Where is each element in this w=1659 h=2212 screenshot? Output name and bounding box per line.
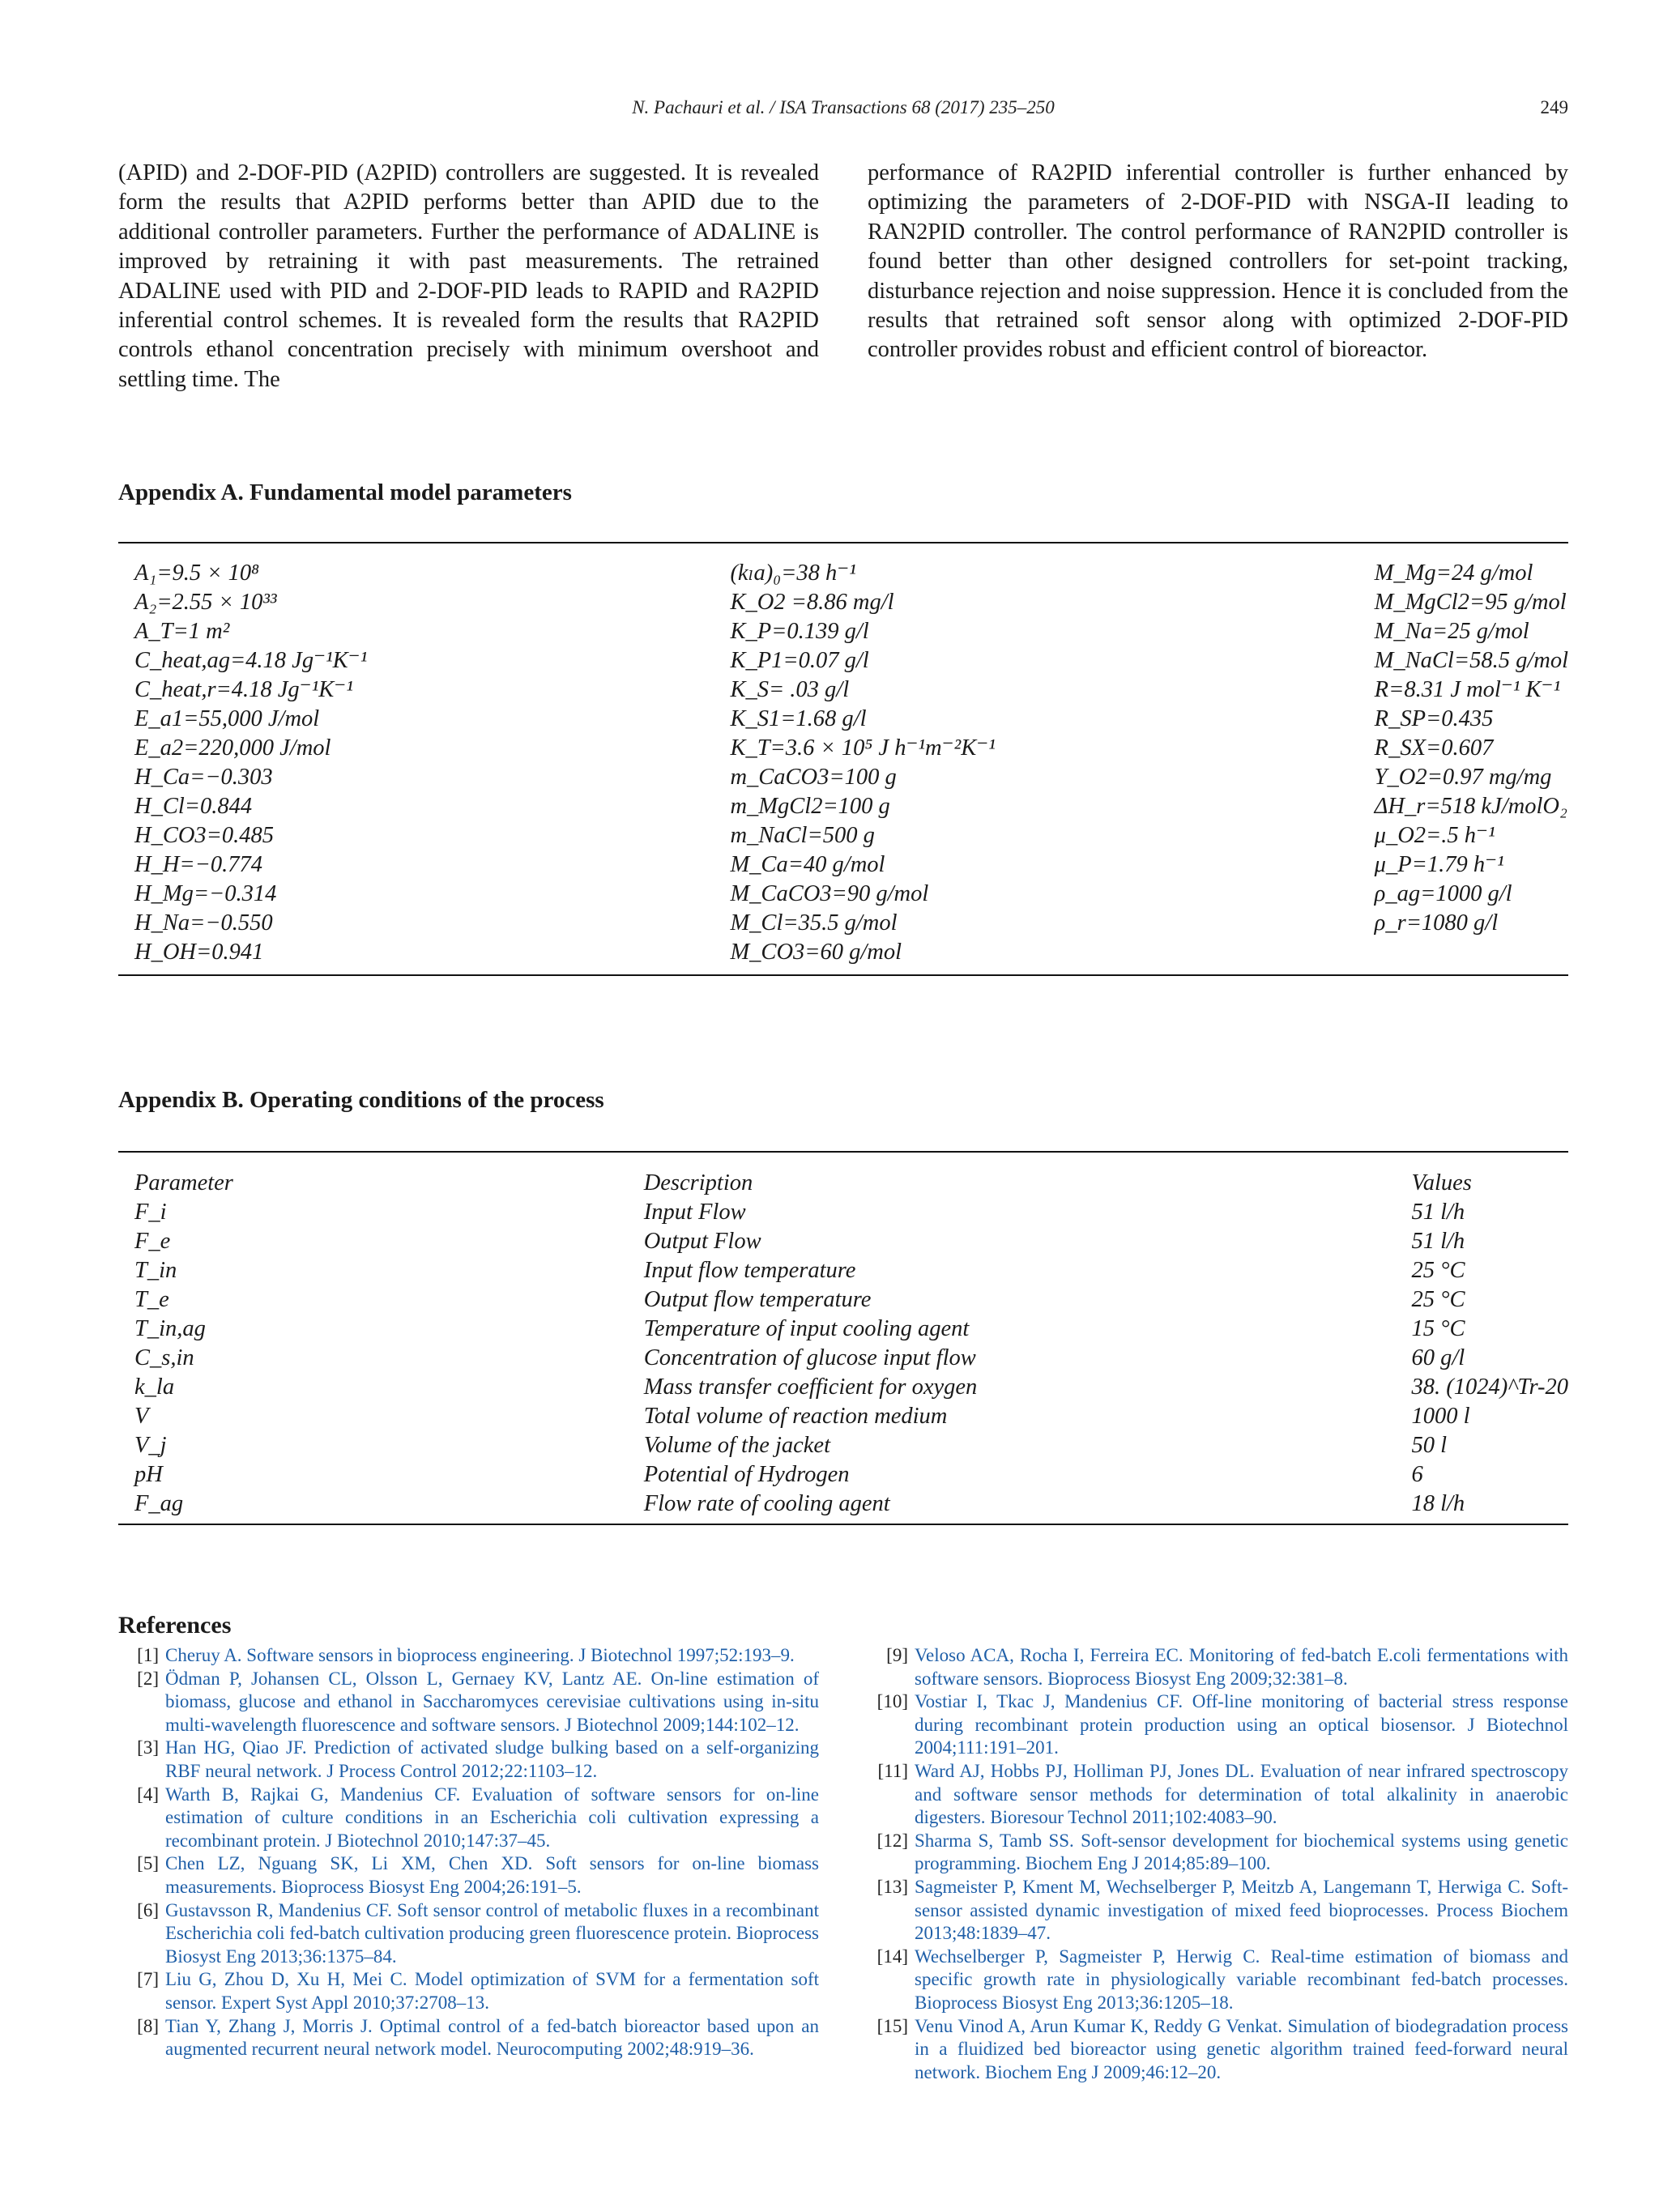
references-left-column [118,1644,819,2061]
appendix-b-cell: V_j [134,1433,167,1458]
appendix-a-row [118,705,1568,734]
appendix-b-row [118,1315,1568,1344]
appendix-a-cell: M_MgCl2=95 g/mol [1374,590,1567,615]
appendix-b-cell: C_s,in [134,1345,194,1370]
text-column-left [118,159,819,394]
reference-number: [7] [137,1969,159,1990]
appendix-b-cell: F_i [134,1200,167,1225]
reference-number: [12] [876,1830,908,1851]
text-column-right [868,159,1568,365]
reference-item [868,1760,1568,1830]
appendix-b-row [118,1256,1568,1285]
references-title: References [118,1612,232,1639]
appendix-b-cell: 1000 l [1411,1404,1470,1429]
reference-number: [8] [137,2015,159,2036]
appendix-a-cell: H_H=−0.774 [134,852,263,877]
reference-item [868,1946,1568,2015]
reference-link[interactable]: Veloso ACA, Rocha I, Ferreira EC. Monitoring of fed-batch E.coli fermentations with software sensors. Bioprocess Biosyst Eng 2009;32:381–8. [915,1645,1568,1689]
reference-number: [1] [137,1645,159,1665]
appendix-a-cell: m_MgCl2=100 g [730,794,890,819]
reference-link[interactable]: Ödman P, Johansen CL, Olsson L, Gernaey KV, Lantz AE. On-line estimation of biomass, glucose and ethanol in Saccharomyces cerevisiae cultivations using in-situ multi-wavelength fluorescence and software sensors. J Biotechnol 2009;144:102–12. [165,1668,819,1735]
paragraph-left: (APID) and 2-DOF-PID (A2PID) controllers are suggested. It is revealed form the results that A2PID performs better than APID due to the additional controller parameters. Further the performance of ADALINE is improved by retraining it with past measurements. The retrained ADALINE used with PID and 2-DOF-PID leads to RAPID and RA2PID inferential control schemes. It is revealed form the results that RA2PID controls ethanol concentration precisely with minimum overshoot and settling time. The [118,160,819,392]
reference-number: [10] [876,1691,908,1712]
appendix-a-cell: A_T=1 m² [134,619,230,644]
appendix-b-cell: 51 l/h [1411,1200,1465,1225]
appendix-a-cell: m_NaCl=500 g [730,823,875,848]
appendix-b-cell: Concentration of glucose input flow [643,1345,976,1370]
reference-link[interactable]: Ward AJ, Hobbs PJ, Holliman PJ, Jones DL. Evaluation of near infrared spectroscopy and software sensor methods for determination of total alkalinity in anaerobic digesters. Bioresour Technol 2011;102:4083–90. [915,1760,1568,1828]
appendix-b-cell: Temperature of input cooling agent [643,1316,970,1341]
page-number: 249 [1540,97,1568,117]
appendix-b-cell: Output flow temperature [643,1287,872,1312]
reference-link[interactable]: Venu Vinod A, Arun Kumar K, Reddy G Venkat. Simulation of biodegradation process in a fluidized bed bioreactor using genetic algorithm trained feed-forward neural network. Biochem Eng J 2009;46:12–20. [915,2015,1568,2082]
reference-number: [11] [877,1760,908,1781]
reference-number: [13] [876,1876,908,1897]
appendix-a-row [118,734,1568,763]
appendix-b-cell: Output Flow [643,1229,761,1254]
appendix-b-cell: Potential of Hydrogen [643,1462,850,1487]
appendix-b-cell: Input Flow [643,1200,746,1225]
reference-link[interactable]: Wechselberger P, Sagmeister P, Herwig C. Real-time estimation of biomass and specific growth rate in physiologically variable recombinant fed-batch processes. Bioprocess Biosyst Eng 2013;36:1205–18. [915,1946,1568,2013]
appendix-a-cell: R_SP=0.435 [1374,706,1494,731]
appendix-a-row [118,821,1568,850]
appendix-a-cell: H_Cl=0.844 [134,794,253,819]
appendix-b-cell: T_e [134,1287,169,1312]
appendix-b-row [118,1285,1568,1315]
appendix-a-cell: A₂=2.55 × 10³³ [134,590,277,615]
reference-item [868,1876,1568,1946]
appendix-b-cell: 50 l [1411,1433,1447,1458]
appendix-b-cell: Volume of the jacket [643,1433,830,1458]
appendix-b-row [118,1460,1568,1490]
reference-item [118,1899,819,1969]
appendix-a-row [118,676,1568,705]
reference-item [118,1644,819,1668]
appendix-b-cell: Parameter [134,1170,233,1196]
appendix-a-cell: E_a1=55,000 J/mol [134,706,320,731]
reference-link[interactable]: Liu G, Zhou D, Xu H, Mei C. Model optimization of SVM for a fermentation soft sensor. Expert Syst Appl 2010;37:2708–13. [165,1969,819,2013]
appendix-b-cell: T_in [134,1258,177,1283]
reference-link[interactable]: Cheruy A. Software sensors in bioprocess engineering. J Biotechnol 1997;52:193–9. [165,1645,795,1665]
appendix-a-cell: K_P=0.139 g/l [730,619,869,644]
appendix-b-cell: 18 l/h [1411,1491,1465,1516]
appendix-a-cell: H_CO3=0.485 [134,823,275,848]
appendix-a-cell: C_heat,ag=4.18 Jg⁻¹K⁻¹ [134,648,368,673]
appendix-b-cell: V [134,1404,149,1429]
appendix-b-bottom-rule [118,1524,1568,1525]
appendix-a-cell: M_Ca=40 g/mol [730,852,885,877]
reference-number: [3] [137,1737,159,1758]
appendix-a-top-rule [118,542,1568,543]
appendix-b-cell: 6 [1411,1462,1423,1487]
appendix-a-cell: H_Mg=−0.314 [134,881,277,906]
reference-link[interactable]: Warth B, Rajkai G, Mandenius CF. Evaluation of software sensors for on-line estimation of culture conditions in an Escherichia coli cultivation expressing a recombinant protein. J Biotechnol 2010;147:37–45. [165,1784,819,1851]
appendix-a-row [118,763,1568,792]
appendix-a-row [118,909,1568,938]
appendix-a-cell: A₁=9.5 × 10⁸ [134,560,260,586]
running-head: N. Pachauri et al. / ISA Transactions 68 (2017) 235–250 [632,97,1055,117]
appendix-b-row [118,1169,1568,1198]
reference-number: [2] [137,1668,159,1689]
appendix-a-cell: ρ_r=1080 g/l [1374,910,1499,936]
appendix-a-cell: M_CO3=60 g/mol [730,940,902,965]
appendix-a-row [118,646,1568,676]
appendix-a-cell: μ_P=1.79 h⁻¹ [1374,852,1504,877]
running-header [118,97,1568,126]
appendix-a-cell: ρ_ag=1000 g/l [1374,881,1512,906]
appendix-a-cell: K_S1=1.68 g/l [730,706,867,731]
appendix-b-cell: Description [643,1170,753,1196]
appendix-a-cell: E_a2=220,000 J/mol [134,735,331,761]
appendix-b-row [118,1198,1568,1227]
reference-number: [5] [137,1853,159,1874]
appendix-b-cell: Mass transfer coefficient for oxygen [643,1375,978,1400]
appendix-b-row [118,1344,1568,1373]
appendix-b-cell: 15 °C [1411,1316,1465,1341]
appendix-a-cell: M_Na=25 g/mol [1374,619,1529,644]
appendix-a-cell: H_Ca=−0.303 [134,765,273,790]
appendix-a-cell: (kₗa)₀=38 h⁻¹ [730,560,856,586]
reference-link[interactable]: Vostiar I, Tkac J, Mandenius CF. Off-line monitoring of bacterial stress response during recombinant protein production using an optical biosensor. J Biotechnol 2004;111:191–201. [915,1691,1568,1758]
references-right-column [868,1644,1568,2084]
reference-link[interactable]: Sagmeister P, Kment M, Wechselberger P, Meitzb A, Langemann T, Herwiga C. Soft-sensor assisted dynamic investigation of mixed feed bioprocesses. Process Biochem 2013;48:1839–47. [915,1876,1568,1944]
appendix-b-cell: Input flow temperature [643,1258,856,1283]
appendix-b-cell: F_e [134,1229,171,1254]
appendix-a-row [118,880,1568,909]
reference-item [118,1737,819,1783]
appendix-a-cell: R=8.31 J mol⁻¹ K⁻¹ [1374,677,1561,702]
appendix-b-cell: Total volume of reaction medium [643,1404,948,1429]
reference-number: [4] [137,1784,159,1805]
appendix-a-cell [1358,938,1568,967]
reference-link[interactable]: Chen LZ, Nguang SK, Li XM, Chen XD. Soft sensors for on-line biomass measurements. Bioprocess Biosyst Eng 2004;26:191–5. [165,1853,819,1897]
appendix-a-row [118,617,1568,646]
reference-link[interactable]: Tian Y, Zhang J, Morris J. Optimal control of a fed-batch bioreactor based upon an augmented recurrent neural network model. Neurocomputing 2002;48:919–36. [165,2015,819,2060]
appendix-b-cell: T_in,ag [134,1316,206,1341]
appendix-a-cell: K_P1=0.07 g/l [730,648,869,673]
appendix-b-row [118,1373,1568,1402]
appendix-a-row [118,792,1568,821]
appendix-b-cell: 38. (1024)^Tr-20 [1411,1375,1568,1400]
appendix-a-row [118,938,1568,967]
appendix-b-row [118,1227,1568,1256]
reference-item [868,1644,1568,1690]
appendix-a-cell: K_S= .03 g/l [730,677,850,702]
paragraph-right: performance of RA2PID inferential controller is further enhanced by optimizing the parameters of 2-DOF-PID with NSGA-II leading to RAN2PID controller. The control performance of RAN2PID controller is found better than other designed controllers for set-point tracking, disturbance rejection and noise suppression. Hence it is concluded from the results that retrained soft sensor along with optimized 2-DOF-PID controller provides robust and efficient control of bioreactor. [868,160,1568,363]
appendix-b-cell: k_la [134,1375,175,1400]
appendix-a-cell: M_Mg=24 g/mol [1374,560,1533,586]
reference-item [868,1690,1568,1760]
reference-item [118,1668,819,1737]
appendix-b-cell: 25 °C [1411,1258,1465,1283]
appendix-a-row [118,850,1568,880]
appendix-a-cell: M_CaCO3=90 g/mol [730,881,929,906]
appendix-a-cell: K_O2 =8.86 mg/l [730,590,894,615]
appendix-a-cell: ΔH_r=518 kJ/molO₂ [1374,794,1567,819]
appendix-b-cell: 60 g/l [1411,1345,1465,1370]
appendix-a-cell: μ_O2=.5 h⁻¹ [1374,823,1495,848]
reference-item [118,1784,819,1853]
reference-number: [6] [137,1899,159,1920]
appendix-a-cell: K_T=3.6 × 10⁵ J h⁻¹m⁻²K⁻¹ [730,735,996,761]
reference-link[interactable]: Han HG, Qiao JF. Prediction of activated sludge bulking based on a self-organizing RBF neural network. J Process Control 2012;22:1103–12. [165,1737,819,1781]
appendix-a-cell: H_OH=0.941 [134,940,264,965]
reference-number: [14] [876,1946,908,1967]
reference-item [118,1852,819,1899]
appendix-b-row [118,1431,1568,1460]
appendix-a-cell: C_heat,r=4.18 Jg⁻¹K⁻¹ [134,677,353,702]
appendix-a-bottom-rule [118,974,1568,976]
appendix-b-top-rule [118,1151,1568,1153]
appendix-b-cell: Flow rate of cooling agent [643,1491,890,1516]
appendix-a-cell: m_CaCO3=100 g [730,765,897,790]
reference-link[interactable]: Gustavsson R, Mandenius CF. Soft sensor control of metabolic fluxes in a recombinant Escherichia coli fed-batch cultivation producing green fluorescence protein. Bioprocess Biosyst Eng 2013;36:1375–84. [165,1899,819,1967]
appendix-b-cell: Values [1411,1170,1472,1196]
reference-item [868,2015,1568,2085]
reference-number: [9] [886,1645,908,1665]
appendix-a-cell: H_Na=−0.550 [134,910,273,936]
reference-number: [15] [876,2015,908,2036]
appendix-a-cell: M_Cl=35.5 g/mol [730,910,898,936]
appendix-b-title: Appendix B. Operating conditions of the process [118,1087,604,1113]
appendix-b-row [118,1490,1568,1519]
appendix-b-cell: 25 °C [1411,1287,1465,1312]
appendix-a-cell: R_SX=0.607 [1374,735,1494,761]
appendix-b-row [118,1402,1568,1431]
appendix-a-table [118,559,1568,967]
reference-item [118,1968,819,2014]
appendix-b-cell: F_ag [134,1491,184,1516]
reference-link[interactable]: Sharma S, Tamb SS. Soft-sensor development for biochemical systems using genetic programming. Biochem Eng J 2014;85:89–100. [915,1830,1568,1874]
appendix-a-title: Appendix A. Fundamental model parameters [118,479,572,505]
appendix-a-row [118,588,1568,617]
appendix-b-cell: pH [134,1462,163,1487]
reference-item [868,1830,1568,1876]
appendix-a-row [118,559,1568,588]
appendix-b-cell: 51 l/h [1411,1229,1465,1254]
appendix-a-cell: Y_O2=0.97 mg/mg [1374,765,1552,790]
appendix-a-cell: M_NaCl=58.5 g/mol [1374,648,1568,673]
appendix-b-table [118,1169,1568,1519]
reference-item [118,2015,819,2061]
